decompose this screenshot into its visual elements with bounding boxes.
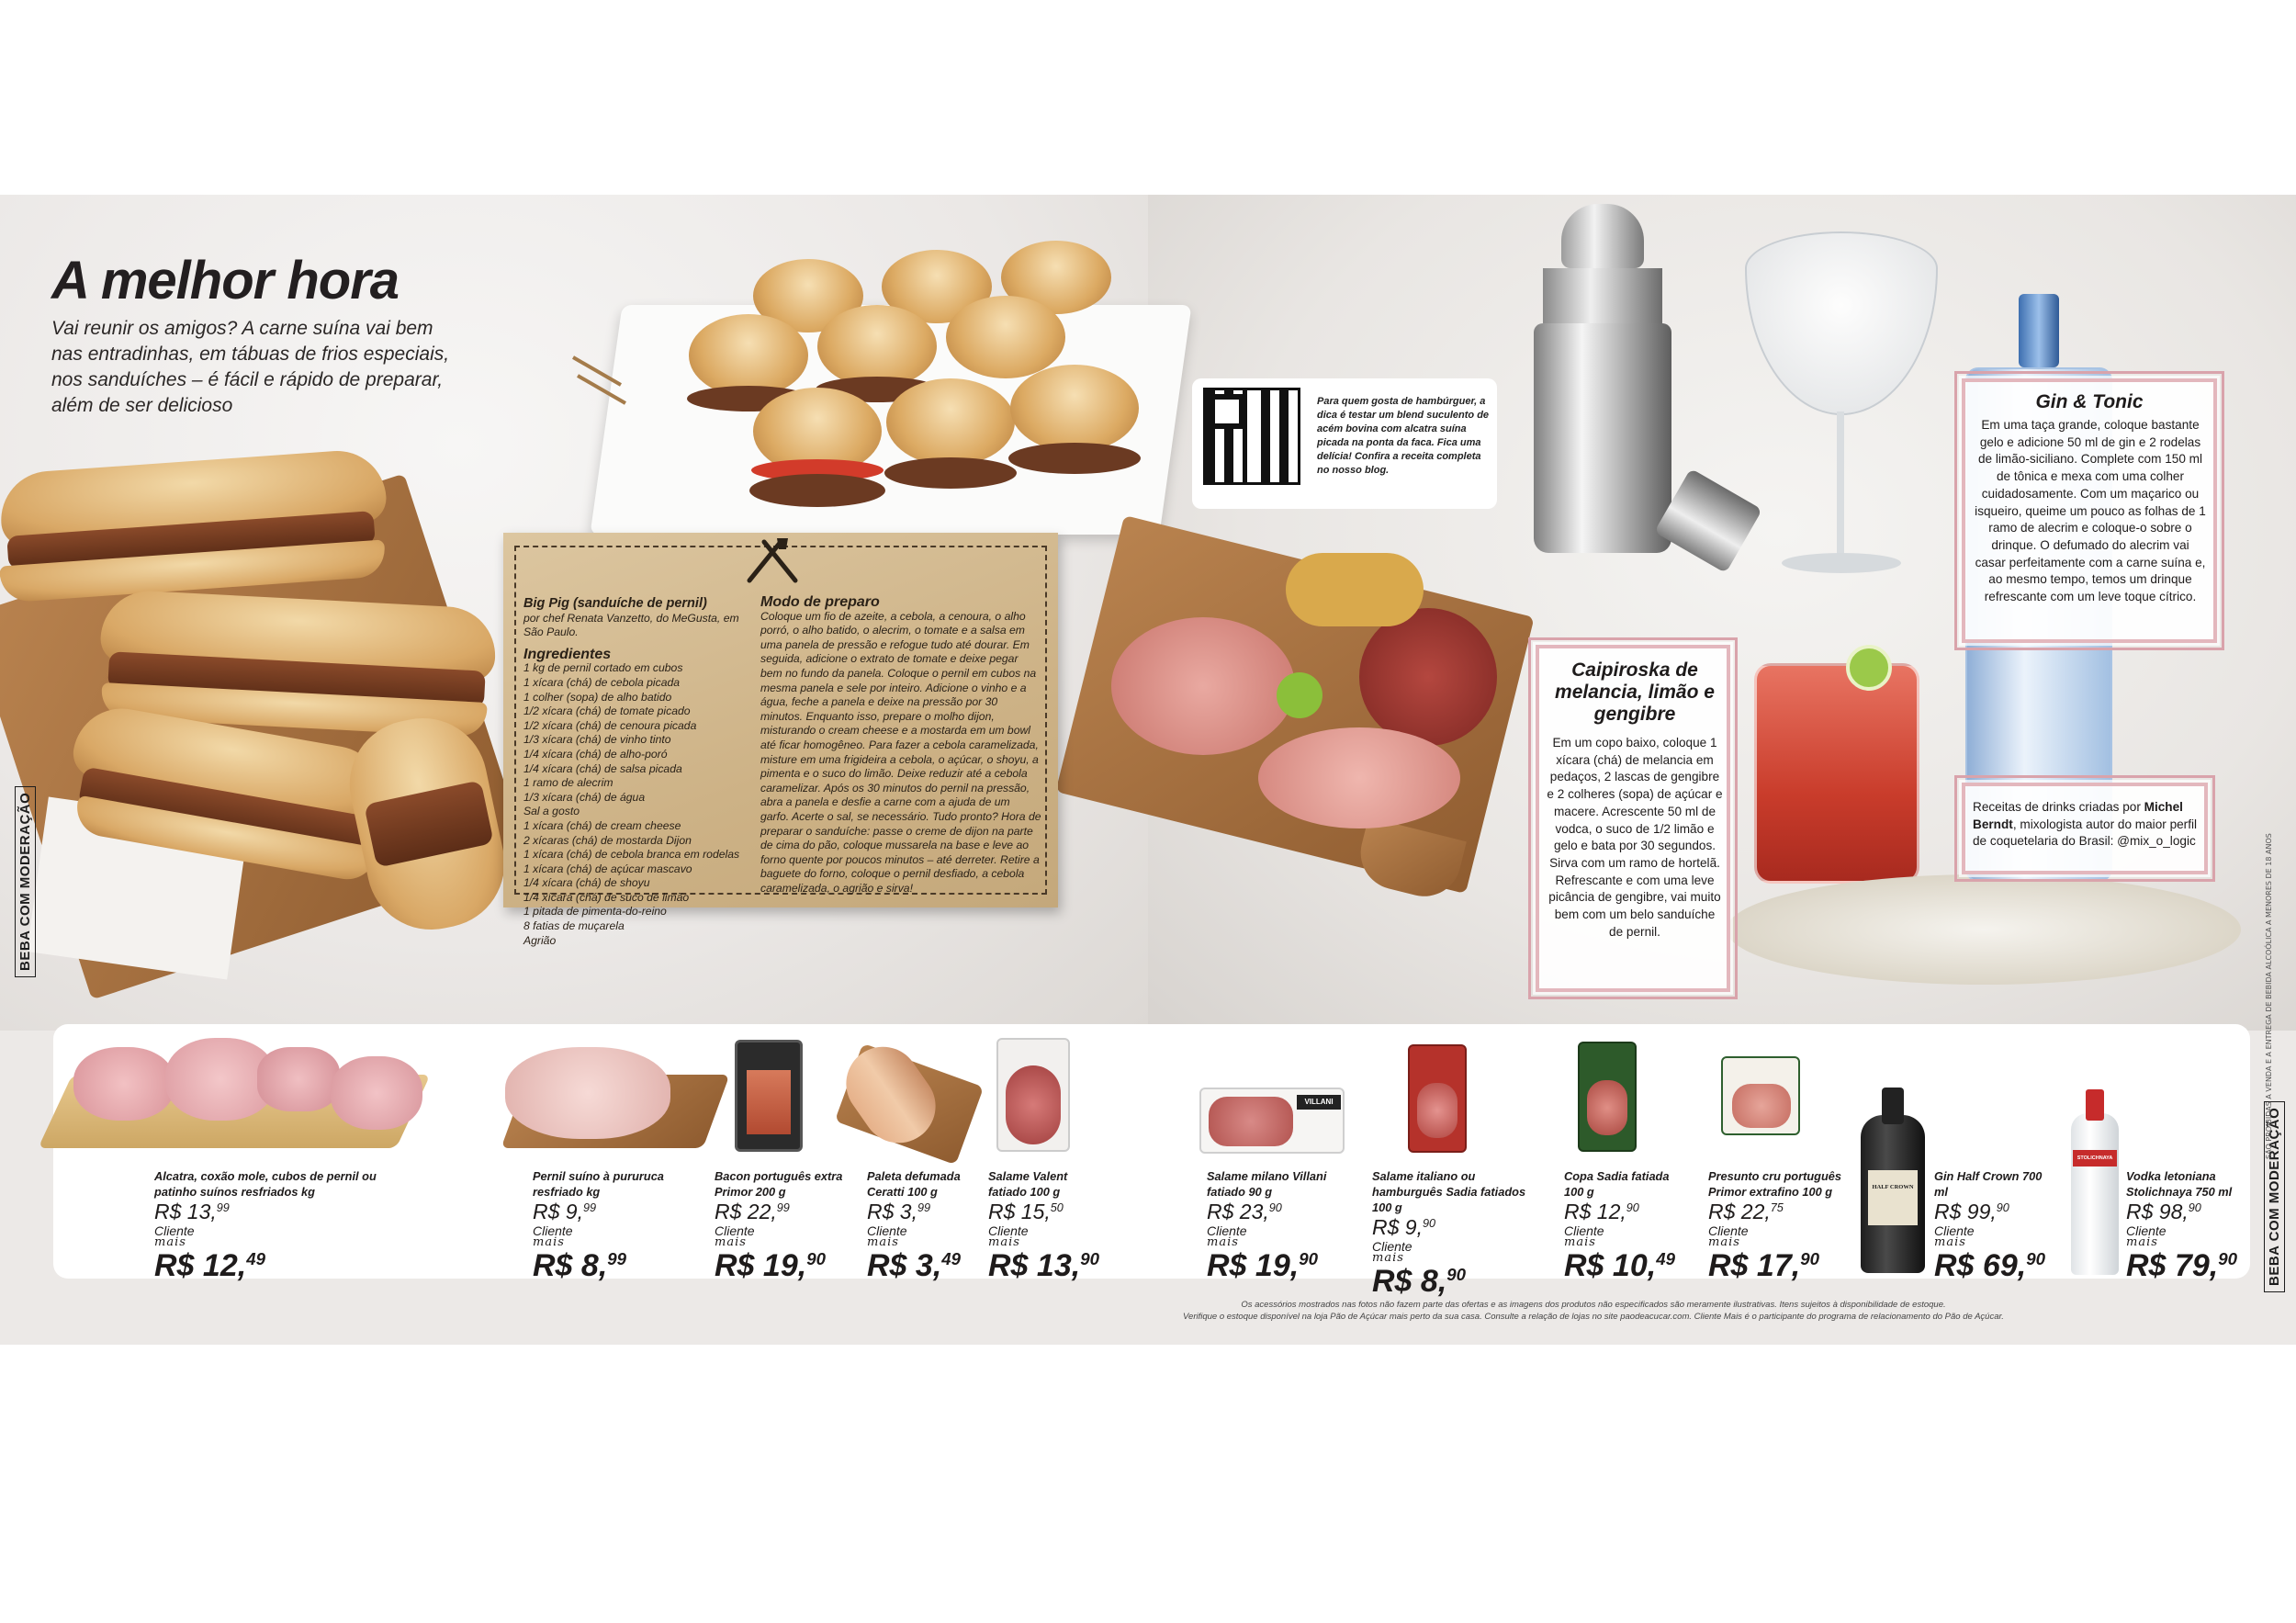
- product-name: Bacon português extra Primor 200 g: [715, 1169, 843, 1199]
- qr-code-caption: Para quem gosta de hambúrguer, a dica é testar um blend suculento de acém bovina com alcatra suína picada na ponta da faca. Fica uma delícia! Confira a receita completa no nosso blog.: [1317, 396, 1490, 476]
- regular-price: R$ 9,99: [533, 1200, 597, 1223]
- product-offer[interactable]: [1708, 1168, 1855, 1284]
- ingredient-item: 1 pitada de pimenta-do-reino: [523, 905, 667, 919]
- product-name: Paleta defumada Ceratti 100 g: [867, 1169, 961, 1199]
- ingredients-list: [523, 661, 753, 948]
- mais-label: mais: [1708, 1235, 1740, 1249]
- ingredient-item: 1/3 xícara (chá) de água: [523, 790, 646, 804]
- half-crown-label: HALF CROWN: [1868, 1170, 1918, 1225]
- ingredient-item: 2 xícaras (chá) de mostarda Dijon: [523, 833, 692, 847]
- member-price: R$ 3,49: [867, 1248, 962, 1283]
- footer-line-1: Os acessórios mostrados nas fotos não fazem parte das ofertas e as imagens dos produtos não especificados são meramente ilustrativas. Itens sujeitos à disponibilidade de estoque.: [1241, 1300, 1946, 1310]
- regular-price: R$ 22,75: [1708, 1200, 1784, 1223]
- member-price: R$ 69,90: [1934, 1248, 2045, 1283]
- caipiroska-glass-photo: [1754, 663, 1919, 911]
- charcuterie-board-photo: [1056, 525, 1534, 920]
- ingredient-item: Sal a gosto: [523, 805, 580, 818]
- gin-glass-photo: [1736, 231, 1947, 636]
- ingredient-item: 1 xícara (chá) de cebola picada: [523, 675, 681, 689]
- product-offer[interactable]: [1934, 1168, 2044, 1284]
- method-text: Coloque um fio de azeite, a cebola, a cenoura, o alho porró, o alho batido, o alecrim, o tomate e a salsa em uma panela de pressão e refogue tudo até dourar. Em seguida, adicione o extrato de tomate e deixe pegar bem no fundo da panela. Coloque o pernil em cubos na mesma panela e sele por inteiro. Adicione o vinho e a água, feche a panela e deixe na pressão por 30 minutos. Enquanto isso, prepare o molho dijon, misturando o cream cheese e a mostarda em um bowl até ficar homogêneo. Para fazer a cebola caramelizada, misture em uma frigideira a cebola, o açúcar, o shoyu, a pimenta e o suco do limão. Deixe reduzir até a cebola caramelizar. Após os 30 minutos do pernil na pressão, abra a panela e desfie a carne com a ajuda de um garfo. Acerte o sal, se necessário. Tudo pronto? Hora de preparar o sanduíche: passe o creme de dijon na parte de cima do pão, coloque mussarela na base e leve ao forno quente por poucos minutos – até derreter. Retire a baguete do forno, coloque o pernil desfiado, a cebola caramelizada, o agrião e sirva!: [760, 609, 1041, 895]
- legal-notice-vertical: SÃO PROIBIDAS A VENDA E A ENTREGA DE BEBIDA ALCOÓLICA A MENORES DE 18 ANOS: [2265, 833, 2273, 1159]
- mais-label: mais: [154, 1235, 186, 1249]
- moderation-label-right: BEBA COM MODERAÇÃO: [2264, 1101, 2285, 1292]
- cliente-label: Cliente: [154, 1223, 195, 1238]
- ingredient-item: 1/2 xícara (chá) de cenoura picada: [523, 718, 697, 732]
- regular-price: R$ 98,90: [2126, 1200, 2201, 1223]
- ingredient-item: 1 ramo de alecrim: [523, 776, 613, 790]
- cliente-label: Cliente: [1207, 1223, 1247, 1238]
- recipe-byline: por chef Renata Vanzetto, do MeGusta, em São Paulo.: [523, 611, 739, 639]
- pork-cuts-image: [55, 1038, 422, 1148]
- regular-price: R$ 15,50: [988, 1200, 1064, 1223]
- product-offer[interactable]: [154, 1168, 393, 1284]
- member-price: R$ 12,49: [154, 1248, 265, 1283]
- cliente-label: Cliente: [1564, 1223, 1604, 1238]
- page-subtitle: Vai reunir os amigos? A carne suína vai bem nas entradinhas, em tábuas de frios especiais, nos sanduíches – é fácil e rápido de preparar, além de ser delicioso: [51, 318, 450, 416]
- ingredient-item: 1 kg de pernil cortado em cubos: [523, 661, 683, 675]
- pernil-pururuca-image: [496, 1038, 726, 1148]
- footer-disclaimer: [1065, 1299, 2122, 1323]
- regular-price: R$ 9,90: [1372, 1215, 1436, 1239]
- product-name: Vodka letoniana Stolichnaya 750 ml: [2126, 1169, 2233, 1199]
- cliente-label: Cliente: [867, 1223, 907, 1238]
- cliente-label: Cliente: [715, 1223, 755, 1238]
- product-name: Presunto cru português Primor extrafino 100 g: [1708, 1169, 1842, 1199]
- magazine-spread: [0, 195, 2296, 1345]
- cliente-label: Cliente: [1372, 1239, 1412, 1254]
- mais-label: mais: [1372, 1251, 1404, 1265]
- product-name: Alcatra, coxão mole, cubos de pernil ou patinho suínos resfriados kg: [154, 1169, 377, 1199]
- product-offer[interactable]: [1564, 1168, 1674, 1284]
- vodka-stolichnaya-image: [2071, 1113, 2119, 1275]
- product-name: Gin Half Crown 700 ml: [1934, 1169, 2043, 1199]
- mais-label: mais: [988, 1235, 1020, 1249]
- serving-tray-photo: [1727, 874, 2241, 985]
- stoli-label: STOLICHNAYA: [2073, 1150, 2117, 1167]
- presunto-primor-image: [1721, 1056, 1800, 1135]
- product-offer[interactable]: [1207, 1168, 1335, 1284]
- ingredient-item: 1 xícara (chá) de cream cheese: [523, 818, 681, 832]
- bacon-package-image: [735, 1040, 803, 1152]
- method-heading: Modo de preparo: [760, 594, 880, 610]
- mais-label: mais: [867, 1235, 899, 1249]
- cliente-label: Cliente: [533, 1223, 573, 1238]
- product-name: Copa Sadia fatiada 100 g: [1564, 1169, 1670, 1199]
- drinks-credit-text: Receitas de drinks criadas por Michel Berndt, mixologista autor do maior perfil de coquetelaria do Brasil: @mix_o_logic: [1973, 800, 2198, 849]
- recipe-right-column: [760, 595, 1041, 896]
- mais-label: mais: [2126, 1235, 2158, 1249]
- caipiroska-title: Caipiroska de melancia, limão e gengibre: [1555, 659, 1715, 725]
- member-price: R$ 79,90: [2126, 1248, 2237, 1283]
- qr-code-icon[interactable]: [1203, 388, 1300, 485]
- gin-tonic-title: Gin & Tonic: [2035, 391, 2144, 412]
- gin-half-crown-image: [1861, 1115, 1925, 1273]
- ingredient-item: 1 xícara (chá) de cebola branca em rodelas: [523, 848, 740, 862]
- member-price: R$ 8,90: [1372, 1264, 1467, 1299]
- gin-tonic-text: Em uma taça grande, coloque bastante gelo e adicione 50 ml de gin e 2 rodelas de limão-siciliano. Complete com 150 ml de tônica e mexa com uma colher cuidadosamente. Com um maçarico ou isqueiro, queime um pouco as folhas de 1 ramo de alecrim e coloque-o sobre o drinque. O defumado do alecrim vai casar perfeitamente com a carne suína e, ao mesmo tempo, temos um drinque refrescante com um leve toque cítrico.: [1975, 418, 2206, 604]
- ingredients-heading: Ingredientes: [523, 646, 612, 662]
- product-name: Salame milano Villani fatiado 90 g: [1207, 1169, 1327, 1199]
- member-price: R$ 13,90: [988, 1248, 1099, 1283]
- ingredient-item: 1/4 xícara (chá) de alho-poró: [523, 747, 668, 761]
- regular-price: R$ 3,99: [867, 1200, 931, 1223]
- product-offer[interactable]: [2126, 1168, 2245, 1284]
- member-price: R$ 10,49: [1564, 1248, 1675, 1283]
- cliente-label: Cliente: [1934, 1223, 1975, 1238]
- regular-price: R$ 13,99: [154, 1200, 230, 1223]
- product-offer[interactable]: [533, 1168, 698, 1284]
- cliente-label: Cliente: [988, 1223, 1029, 1238]
- ingredient-item: 1 xícara (chá) de açúcar mascavo: [523, 862, 692, 875]
- product-offer[interactable]: [867, 1168, 977, 1284]
- copa-sadia-image: [1578, 1042, 1637, 1152]
- mais-label: mais: [1934, 1235, 1966, 1249]
- ingredient-item: 1/4 xícara (chá) de suco de limão: [523, 890, 690, 904]
- product-offer[interactable]: [715, 1168, 843, 1284]
- salame-villani-image: [1199, 1088, 1345, 1154]
- cliente-label: Cliente: [1708, 1223, 1749, 1238]
- member-price: R$ 19,90: [715, 1248, 826, 1283]
- member-price: R$ 19,90: [1207, 1248, 1318, 1283]
- regular-price: R$ 12,90: [1564, 1200, 1639, 1223]
- ingredient-item: 1/3 xícara (chá) de vinho tinto: [523, 733, 671, 747]
- ingredient-item: Agrião: [523, 933, 557, 947]
- villani-logo: VILLANI: [1297, 1095, 1341, 1110]
- fork-knife-icon: [740, 535, 805, 586]
- moderation-label-left: BEBA COM MODERAÇÃO: [15, 786, 36, 977]
- product-name: Salame italiano ou hamburguês Sadia fatiados 100 g: [1372, 1169, 1526, 1214]
- product-offer[interactable]: [988, 1168, 1098, 1284]
- ingredient-item: 1 colher (sopa) de alho batido: [523, 690, 672, 704]
- drinks-credit-box: [1962, 783, 2208, 874]
- ingredient-item: 1/4 xícara (chá) de salsa picada: [523, 761, 682, 775]
- cliente-label: Cliente: [2126, 1223, 2167, 1238]
- ingredient-item: 1/2 xícara (chá) de tomate picado: [523, 704, 691, 718]
- mais-label: mais: [533, 1235, 565, 1249]
- gin-tonic-recipe-box: [1962, 378, 2217, 643]
- regular-price: R$ 22,99: [715, 1200, 790, 1223]
- product-offer[interactable]: [1372, 1168, 1547, 1300]
- regular-price: R$ 99,90: [1934, 1200, 2009, 1223]
- mais-label: mais: [1207, 1235, 1239, 1249]
- paleta-defumada-image: [836, 1044, 974, 1153]
- caipiroska-text: Em um copo baixo, coloque 1 xícara (chá) de melancia em pedaços, 2 lascas de gengibre e 2 colheres (sopa) de açúcar e macere. Acrescente 50 ml de vodca, o suco de 1/2 limão e gelo e bata por 30 segundos. Sirva com um ramo de hortelã. Refrescante e com uma leve picância de gengibre, vai muito bem com um belo sanduíche de pernil.: [1547, 736, 1723, 939]
- sandwich-board-photo: [0, 424, 514, 1003]
- recipe-card: [503, 533, 1058, 947]
- member-price: R$ 17,90: [1708, 1248, 1819, 1283]
- mais-label: mais: [1564, 1235, 1596, 1249]
- sliders-platter-photo: [569, 213, 1194, 544]
- salame-sadia-image: [1408, 1044, 1467, 1153]
- page-title: A melhor hora: [51, 251, 400, 310]
- product-name: Pernil suíno à pururuca resfriado kg: [533, 1169, 664, 1199]
- ingredient-item: 1/4 xícara (chá) de shoyu: [523, 876, 650, 890]
- caipiroska-recipe-box: [1536, 645, 1730, 992]
- product-name: Salame Valent fatiado 100 g: [988, 1169, 1068, 1199]
- member-price: R$ 8,99: [533, 1248, 627, 1283]
- regular-price: R$ 23,90: [1207, 1200, 1282, 1223]
- recipe-left-column: [523, 597, 753, 948]
- ingredient-item: 8 fatias de muçarela: [523, 919, 625, 933]
- salame-valent-image: [996, 1038, 1070, 1152]
- recipe-title: Big Pig (sanduíche de pernil): [523, 596, 707, 611]
- mais-label: mais: [715, 1235, 747, 1249]
- footer-line-2: Verifique o estoque disponível na loja Pão de Açúcar mais perto da sua casa. Consulte a relação de lojas no site paodeacucar.com. Cliente Mais é o participante do programa de relacionamento do Pão de Açúcar.: [1183, 1312, 2004, 1322]
